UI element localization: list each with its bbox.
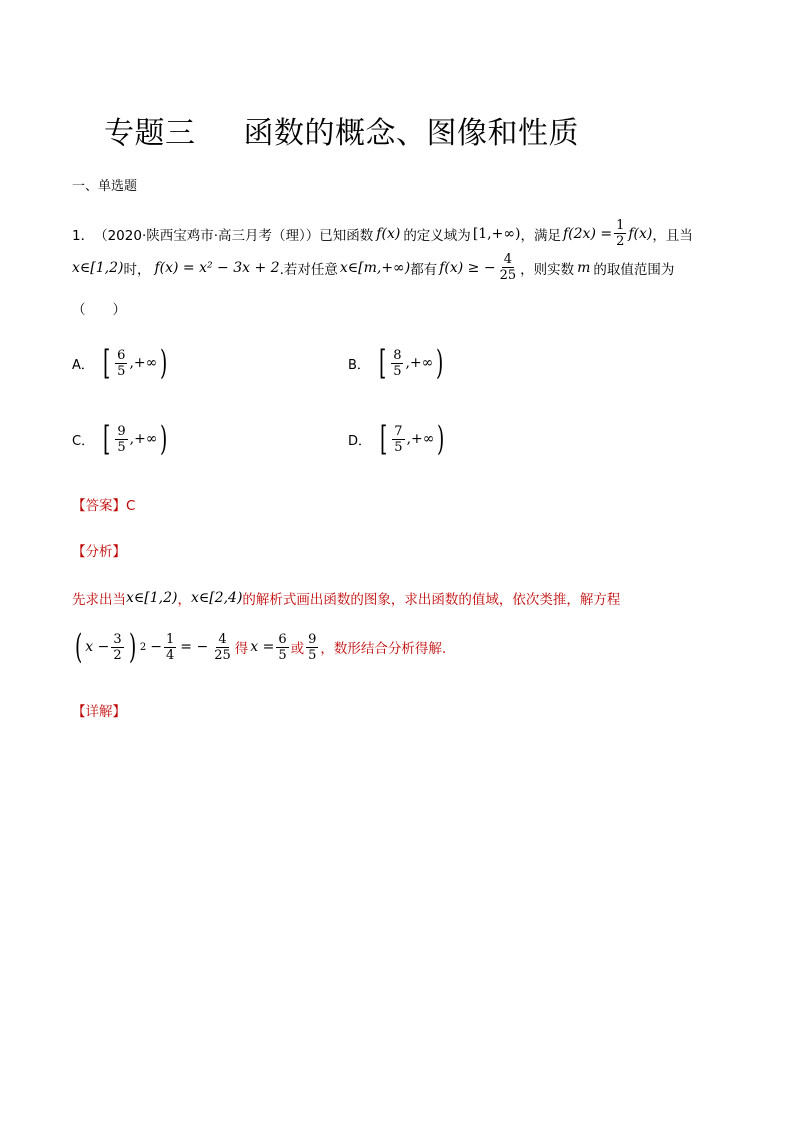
page-title bbox=[104, 108, 579, 152]
question-line-2: x∈[1,2) 时， f(x) = x² − 3x + 2 .若对任意 x∈[m,+∞) 都有 f(x) ≥ − $\frac{4}{25}$ ，则实数 m 的取值范围为 bbox=[72, 252, 675, 283]
title-subject: 函数的概念、图像和性质 bbox=[243, 116, 579, 151]
analysis-line-1: 先求出当 x∈[1,2) ， x∈[2,4) 的解析式画出函数的图象，求出函数的值域，依次类推，解方程 bbox=[72, 590, 621, 608]
detail-heading: 【详解】 bbox=[72, 704, 126, 720]
fraction-half: $\frac{1}{2}$ bbox=[616, 218, 625, 249]
option-c[interactable]: C． [ $\frac{9}{5}$ ,+∞ ) bbox=[72, 419, 168, 459]
option-a[interactable]: A． [ $\frac{6}{5}$ ,+∞ ) bbox=[72, 343, 168, 383]
option-b[interactable]: B． [ $\frac{8}{5}$ ,+∞ ) bbox=[348, 343, 444, 383]
analysis-line-2: ( x − $\frac{3}{2}$ ) 2 − $\frac{1}{4}$ = − $\frac{4}{25}$ 得 x = $\frac{6}{5}$ 或 $\frac{9}{5}$ ，数形结合分析得解. bbox=[74, 627, 447, 667]
answer-paren: （ ） bbox=[72, 302, 126, 318]
answer-line: 【答案】C bbox=[72, 498, 136, 514]
option-d[interactable]: D． [ $\frac{7}{5}$ ,+∞ ) bbox=[348, 419, 445, 459]
title-topic: 专题三 bbox=[104, 116, 196, 151]
fraction-4-25: $\frac{4}{25}$ bbox=[499, 252, 517, 283]
section-heading: 一、单选题 bbox=[72, 179, 138, 194]
question-line-1: 1． （2020·陕西宝鸡市·高三月考（理））已知函数 f(x) 的定义域为 [1,+∞) ，满足 f(2x) = $\frac{1}{2}$ f(x) ，且当 bbox=[72, 218, 693, 249]
analysis-heading: 【分析】 bbox=[72, 544, 126, 560]
